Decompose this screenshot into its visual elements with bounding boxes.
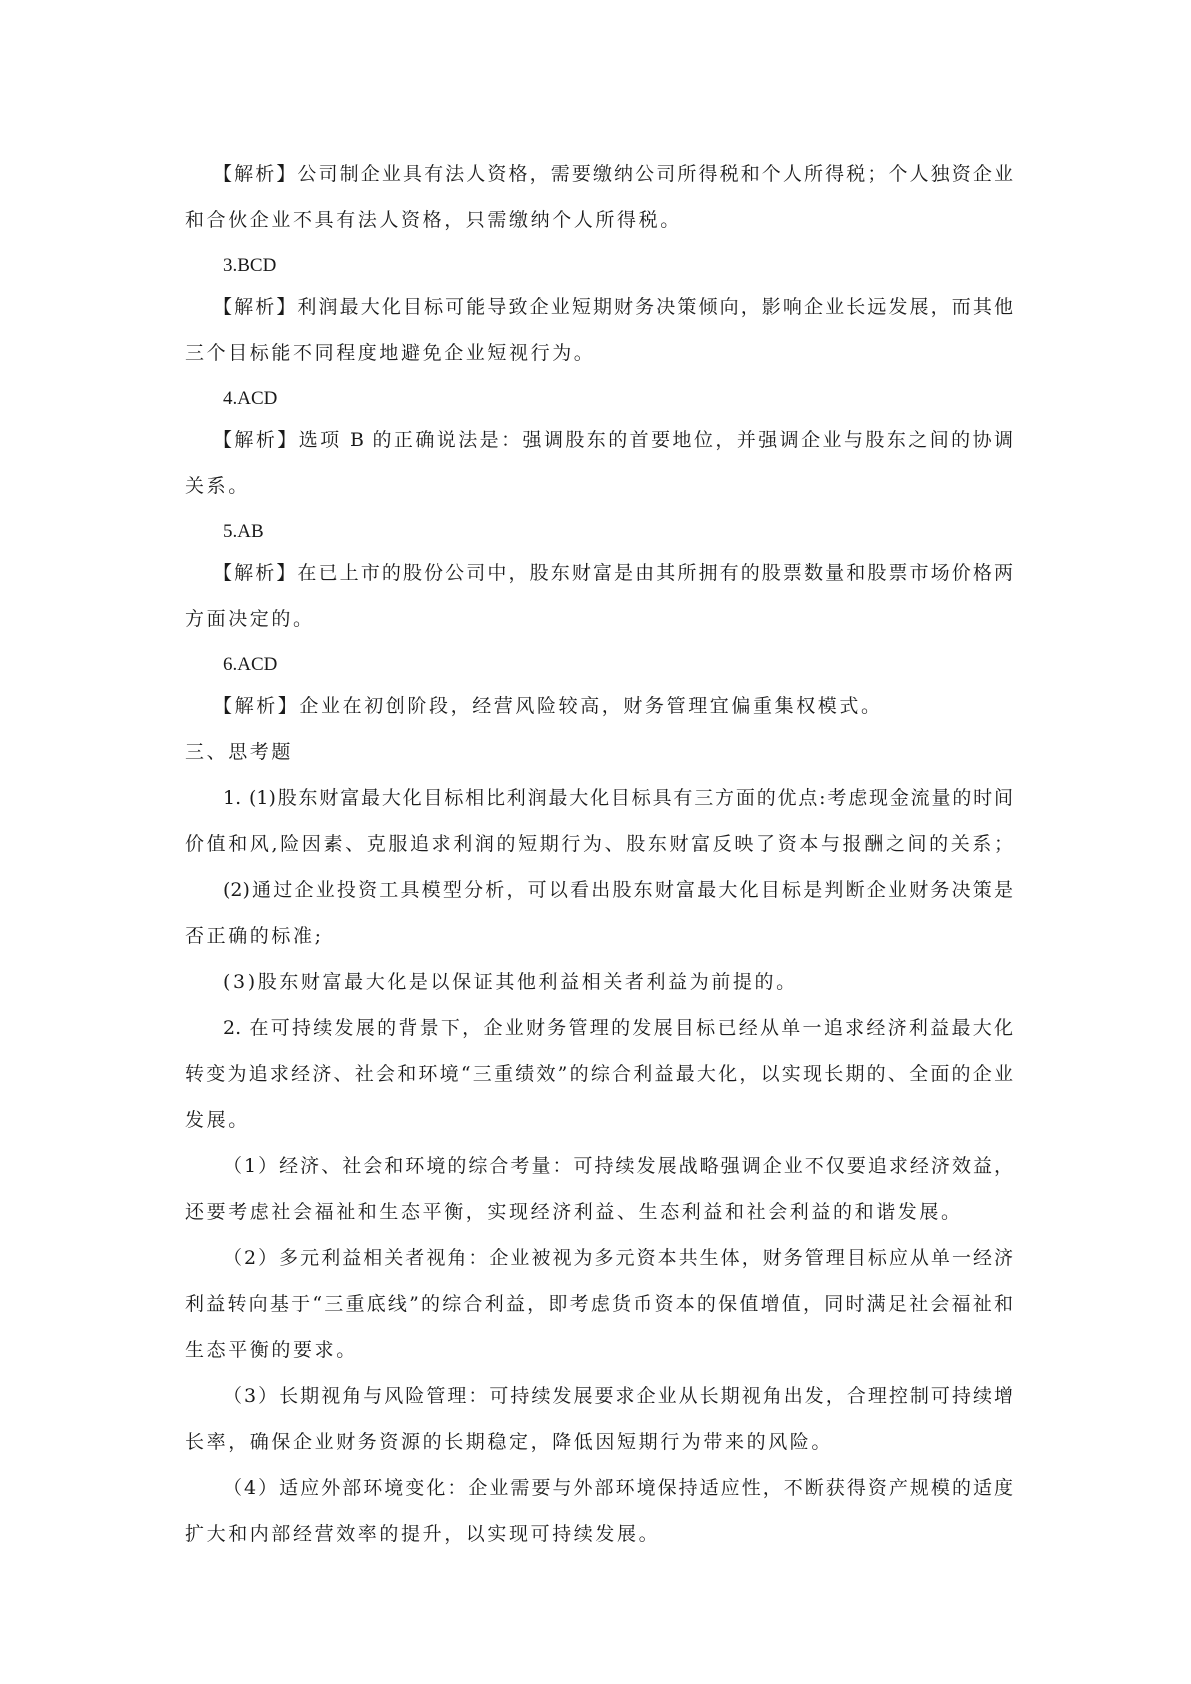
question-2-line-2: 转变为追求经济、社会和环境“三重绩效”的综合利益最大化，以实现长期的、全面的企业	[185, 1063, 1013, 1085]
answer-6: 6.ACD	[223, 654, 278, 675]
question-1-line-3: (2)通过企业投资工具模型分析，可以看出股东财富最大化目标是判断企业财务决策是	[223, 879, 1013, 901]
explanation-2-line-2: 和合伙企业不具有法人资格，只需缴纳个人所得税。	[185, 209, 682, 231]
answer-4: 4.ACD	[223, 388, 278, 409]
question-1-line-5: (3)股东财富最大化是以保证其他利益相关者利益为前提的。	[223, 971, 798, 993]
point-1-line-1: （1）经济、社会和环境的综合考量：可持续发展战略强调企业不仅要追求经济效益，	[223, 1155, 1013, 1177]
point-3-line-1: （3）长期视角与风险管理：可持续发展要求企业从长期视角出发，合理控制可持续增	[223, 1385, 1013, 1407]
question-2-line-3: 发展。	[185, 1109, 250, 1131]
point-2-line-2: 利益转向基于“三重底线”的综合利益，即考虑货币资本的保值增值，同时满足社会福祉和	[185, 1293, 1013, 1315]
question-1-line-1: 1. (1)股东财富最大化目标相比利润最大化目标具有三方面的优点:考虑现金流量的时间	[223, 787, 1013, 809]
point-2-line-1: （2）多元利益相关者视角：企业被视为多元资本共生体，财务管理目标应从单一经济	[223, 1247, 1013, 1269]
point-4-line-1: （4）适应外部环境变化：企业需要与外部环境保持适应性，不断获得资产规模的适度	[223, 1477, 1013, 1499]
explanation-5-line-1: 【解析】在已上市的股份公司中，股东财富是由其所拥有的股票数量和股票市场价格两	[213, 562, 1013, 584]
section-heading: 三、思考题	[185, 741, 294, 763]
explanation-5-line-2: 方面决定的。	[185, 608, 315, 630]
answer-5: 5.AB	[223, 521, 264, 542]
explanation-3-line-2: 三个目标能不同程度地避免企业短视行为。	[185, 342, 596, 364]
question-1-line-4: 否正确的标准;	[185, 925, 324, 947]
question-1-line-2: 价值和风,险因素、克服追求利润的短期行为、股东财富反映了资本与报酬之间的关系；	[185, 833, 1013, 855]
explanation-6-line-1: 【解析】企业在初创阶段，经营风险较高，财务管理宜偏重集权模式。	[213, 695, 883, 717]
answer-3: 3.BCD	[223, 255, 277, 276]
point-4-line-2: 扩大和内部经营效率的提升，以实现可持续发展。	[185, 1523, 661, 1545]
point-3-line-2: 长率，确保企业财务资源的长期稳定，降低因短期行为带来的风险。	[185, 1431, 834, 1453]
explanation-3-line-1: 【解析】利润最大化目标可能导致企业短期财务决策倾向，影响企业长远发展，而其他	[213, 296, 1013, 318]
explanation-2-line-1: 【解析】公司制企业具有法人资格，需要缴纳公司所得税和个人所得税；个人独资企业	[213, 163, 1013, 185]
question-2-line-1: 2. 在可持续发展的背景下，企业财务管理的发展目标已经从单一追求经济利益最大化	[223, 1017, 1013, 1039]
point-1-line-2: 还要考虑社会福祉和生态平衡，实现经济利益、生态利益和社会利益的和谐发展。	[185, 1201, 963, 1223]
point-2-line-3: 生态平衡的要求。	[185, 1339, 358, 1361]
explanation-4-line-2: 关系。	[185, 475, 250, 497]
explanation-4-line-1: 【解析】选项 B 的正确说法是：强调股东的首要地位，并强调企业与股东之间的协调	[213, 429, 1013, 451]
